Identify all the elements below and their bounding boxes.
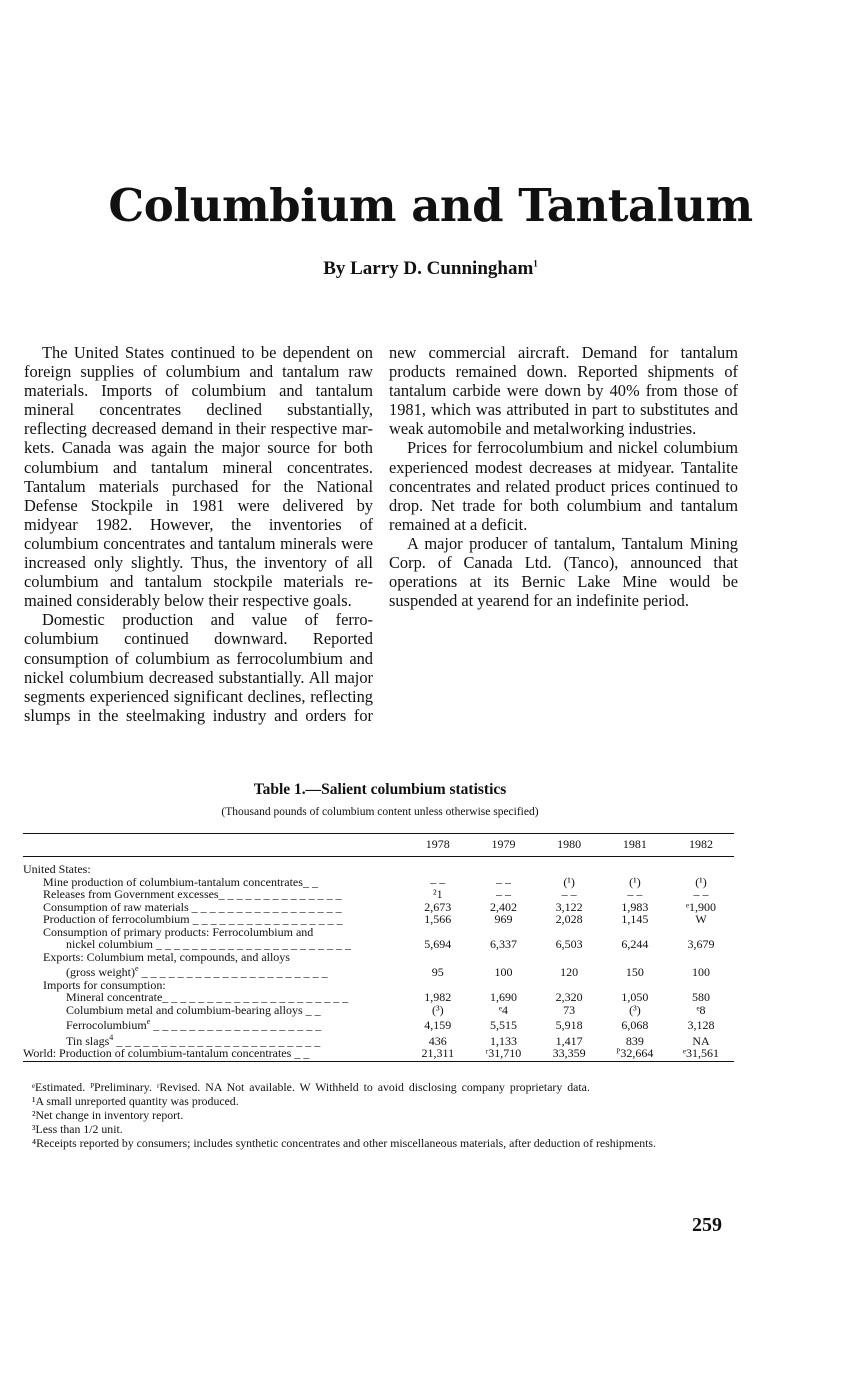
cell-value: 120 xyxy=(560,965,579,979)
cell-value: 1,417 xyxy=(555,1033,583,1048)
row-label: Ferrocolumbium$^e$ _ _ _ _ _ _ _ _ _ _ _ _ _ _ _ _ _ _ _ xyxy=(66,1017,322,1032)
document-title: Columbium and Tantalum xyxy=(108,179,753,232)
cell-value: (³) xyxy=(432,1002,444,1017)
column-header-year: 1980 xyxy=(557,837,582,851)
footnote: ³Less than 1/2 unit. xyxy=(32,1122,123,1137)
cell-value: ᵉ1,900 xyxy=(685,899,717,914)
table-footnotes xyxy=(22,1080,734,1150)
cell-value: 6,337 xyxy=(489,937,517,951)
cell-value: 5,515 xyxy=(489,1018,517,1032)
row-label: Mineral concentrate_ _ _ _ _ _ _ _ _ _ _ _ _ _ _ _ _ _ _ _ _ xyxy=(66,990,349,1004)
row-label: United States: xyxy=(23,862,91,876)
cell-value: 2,673 xyxy=(424,899,452,914)
row-label: Consumption of raw materials _ _ _ _ _ _ _ _ _ _ _ _ _ _ _ _ _ xyxy=(43,899,342,914)
cell-value: 1,145 xyxy=(621,912,649,926)
cell-value: (¹) xyxy=(695,874,707,889)
cell-value: – – xyxy=(495,874,511,889)
page-number: 259 xyxy=(692,1214,722,1236)
paragraph: A major producer of tantalum, Tantalum Mining Corp. of Canada Ltd. (Tanco), announced that operations at its Bernic Lake Mine would be suspended at yearend for an indefinite period. xyxy=(389,533,738,611)
row-label: Releases from Government excesses_ _ _ _ _ _ _ _ _ _ _ _ _ _ xyxy=(43,887,342,901)
column-header-label xyxy=(23,834,405,857)
cell-value: ʳ31,710 xyxy=(471,1047,537,1061)
table-row xyxy=(23,1004,734,1017)
cell-value: 969 xyxy=(494,912,513,926)
cell-value: ᵉ4 xyxy=(498,1002,508,1017)
cell-value: 1,566 xyxy=(424,912,452,926)
cell-value: (¹) xyxy=(629,874,641,889)
row-label: Columbium metal and columbium-bearing alloys _ _ xyxy=(66,1002,321,1017)
footnote: ¹A small unreported quantity was produced. xyxy=(32,1094,239,1109)
byline xyxy=(0,258,861,280)
row-label: Tin slags$^4$ _ _ _ _ _ _ _ _ _ _ _ _ _ _ _ _ _ _ _ _ _ _ _ xyxy=(66,1032,321,1048)
table-row xyxy=(23,1032,734,1048)
cell-value: 2,320 xyxy=(555,990,583,1004)
cell-value: 1,982 xyxy=(424,990,452,1004)
body-text xyxy=(24,343,738,743)
cell-value: 21,311 xyxy=(405,1047,470,1061)
cell-value: 1,983 xyxy=(621,899,649,914)
cell-value: 1,690 xyxy=(489,990,517,1004)
cell-value: 1,133 xyxy=(489,1033,517,1048)
row-label: Production of ferrocolumbium _ _ _ _ _ _ _ _ _ _ _ _ _ _ _ _ _ xyxy=(43,912,343,926)
cell-value: 6,503 xyxy=(555,937,583,951)
cell-value: NA xyxy=(692,1033,710,1048)
cell-value: 3,679 xyxy=(687,937,715,951)
cell-value: 839 xyxy=(625,1033,644,1048)
cell-value: ᴾ32,664 xyxy=(602,1047,668,1061)
cell-value: – – xyxy=(693,887,709,901)
author-name: By Larry D. Cunningham xyxy=(323,258,534,279)
cell-value: – – xyxy=(430,874,446,889)
paragraph: Prices for ferrocolumbium and nickel columbium experienced modest decreases at midyear. Tantalite concentrates and related product prices continued to drop. Net trade for both columbium and tantalum remained at a deficit. xyxy=(389,438,738,534)
footnote: ²Net change in inventory report. xyxy=(32,1108,184,1123)
cell-value: (³) xyxy=(629,1002,641,1017)
column-header-year: 1978 xyxy=(425,837,450,851)
cell-value: 95 xyxy=(431,965,444,979)
row-label: nickel columbium _ _ _ _ _ _ _ _ _ _ _ _ _ _ _ _ _ _ _ _ _ _ xyxy=(66,937,351,951)
row-label: World: Production of columbium-tantalum concentrates _ _ xyxy=(23,1047,405,1061)
cell-value: ²1 xyxy=(433,887,443,901)
cell-value: – – xyxy=(627,887,643,901)
table-title: Table 1.—Salient columbium statistics xyxy=(253,781,507,798)
cell-value: 4,159 xyxy=(424,1018,452,1032)
salient-statistics-table xyxy=(23,833,734,1062)
cell-value: 5,918 xyxy=(555,1018,583,1032)
cell-value: 150 xyxy=(625,965,644,979)
cell-value: 580 xyxy=(691,990,710,1004)
cell-value: 1,050 xyxy=(621,990,649,1004)
row-label: Mine production of columbium-tantalum concentrates_ _ xyxy=(43,874,318,889)
cell-value: 6,068 xyxy=(621,1018,649,1032)
paragraph: Domestic production and value of ferrocolumbium continued downward. Reported consumption of columbium as ferrocolumbium and nickel columbium decreased substantially. All major segments experienced significant declines, reflecting slumps in the steelmaking industry and orders for new commercial aircraft. Demand for tantalum products remained down. Reported shipments of tantalum carbide were down by 40% from those of 1981, which was attributed in part to substitutes and weak automobile and metalworking industries. xyxy=(24,343,738,725)
footnote-legend: ᵉEstimated. ᴾPreliminary. ʳRevised. NA Not available. W Withheld to avoid disclosing company proprietary data. xyxy=(32,1080,590,1094)
table-row xyxy=(23,1047,734,1061)
cell-value: ᵉ31,561 xyxy=(668,1047,734,1061)
table-subtitle: (Thousand pounds of columbium content unless otherwise specified) xyxy=(221,806,539,818)
cell-value: 5,694 xyxy=(424,937,452,951)
cell-value: 33,359 xyxy=(536,1047,601,1061)
cell-value: (¹) xyxy=(563,874,575,889)
footnote: ⁴Receipts reported by consumers; includes synthetic concentrates and other miscellaneous materials, after deduction of reshipments. xyxy=(32,1136,656,1151)
row-label: (gross weight)$^e$ _ _ _ _ _ _ _ _ _ _ _ _ _ _ _ _ _ _ _ _ _ xyxy=(66,964,328,979)
cell-value: W xyxy=(695,912,707,926)
cell-value: 6,244 xyxy=(621,937,649,951)
cell-value: 436 xyxy=(428,1033,447,1048)
cell-value: 2,402 xyxy=(489,899,517,914)
row-label: Consumption of primary products: Ferrocolumbium and xyxy=(43,924,314,939)
cell-value: 100 xyxy=(691,965,710,979)
cell-value: 2,028 xyxy=(555,912,583,926)
cell-value: ᵉ8 xyxy=(696,1002,706,1017)
column-header-year: 1982 xyxy=(688,837,713,851)
table-row xyxy=(23,963,734,979)
cell-value: 3,122 xyxy=(555,899,583,914)
table-row xyxy=(23,1016,734,1032)
cell-value: 73 xyxy=(563,1002,576,1017)
row-label: Imports for consumption: xyxy=(43,977,166,992)
column-header-year: 1979 xyxy=(491,837,516,851)
table-row xyxy=(23,951,734,964)
cell-value: – – xyxy=(561,887,577,901)
cell-value: 100 xyxy=(494,965,513,979)
cell-value: 3,128 xyxy=(687,1018,715,1032)
cell-value: – – xyxy=(495,887,511,901)
row-label: Exports: Columbium metal, compounds, and alloys xyxy=(43,949,290,964)
table-row xyxy=(23,913,734,926)
table-header-row xyxy=(23,834,734,857)
author-footnote-marker: 1 xyxy=(533,258,538,269)
paragraph: The United States continued to be dependent on foreign supplies of columbium and tantalum raw materials. Imports of columbium and tantalum mineral concentrates declined substantially, reflecting decreased demand in their respective markets. Canada was again the major source for both columbium and tantalum mineral concentrates. Tantalum materials purchased for the National Defense Stockpile in 1981 were delivered by midyear 1982. However, the inventories of columbium concentrates and tantalum minerals were increased only slightly. Thus, the inventory of all columbium and tantalum stockpile materials remained considerably below their respective goals. xyxy=(24,343,373,611)
table-row xyxy=(23,938,734,951)
column-header-year: 1981 xyxy=(622,837,647,851)
